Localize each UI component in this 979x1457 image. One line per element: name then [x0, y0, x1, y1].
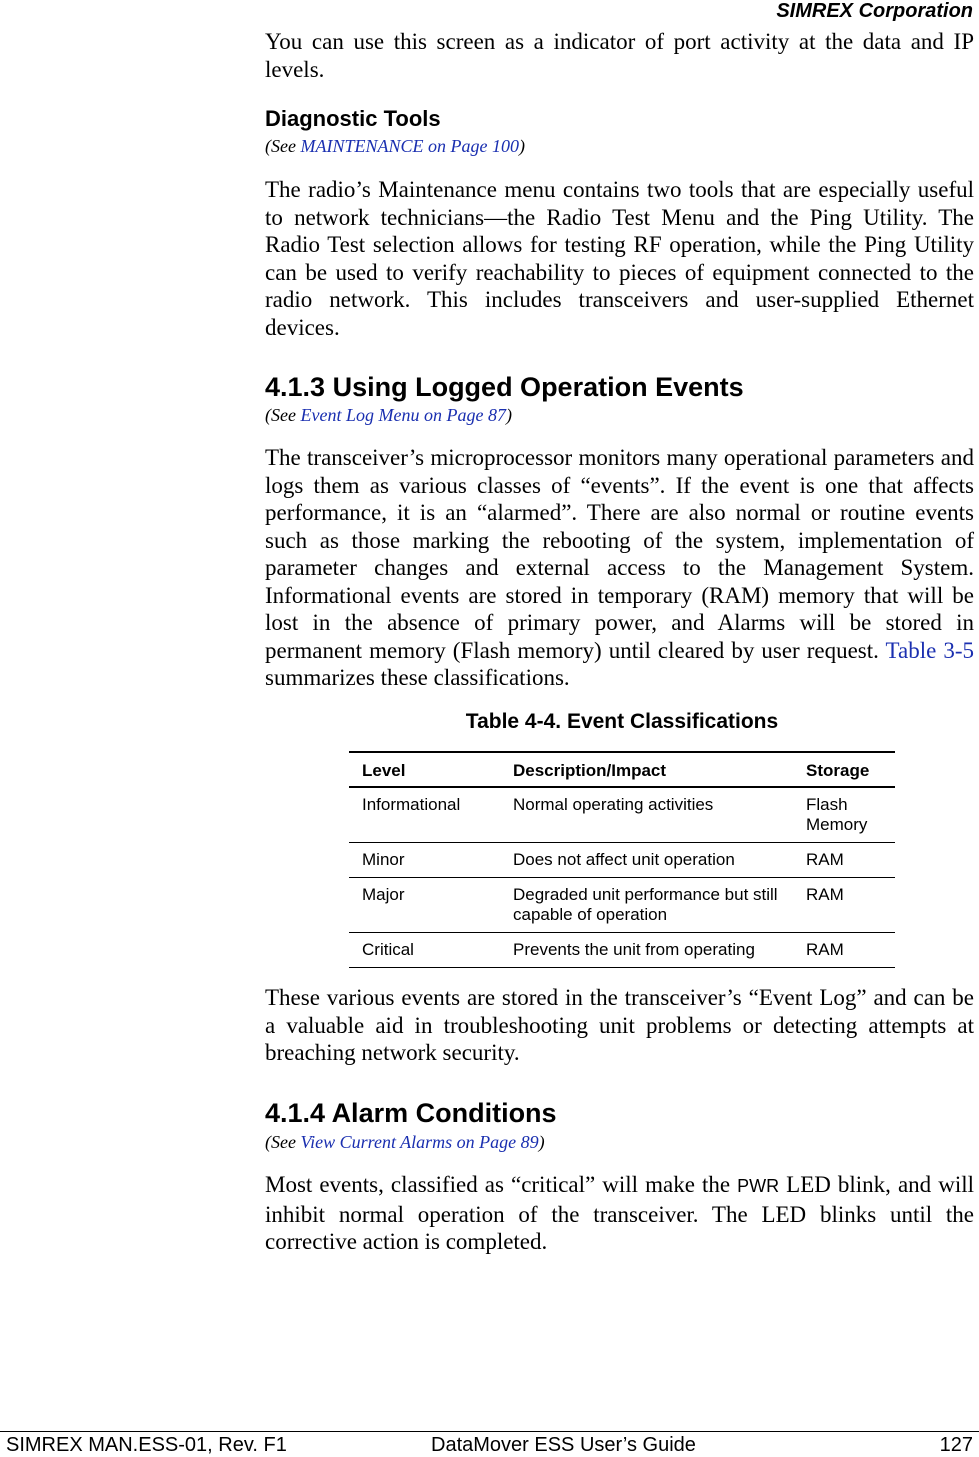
table-row — [349, 933, 895, 968]
cell-level: Minor — [349, 843, 500, 878]
section-4-1-3-heading: 4.1.3 Using Logged Operation Events — [265, 372, 744, 402]
alarm-paragraph: Most events, classified as “critical” will make the PWR LED blink, and will inhibit normal operation of the transceiver. The LED blinks until the corrective action is completed. — [265, 1172, 975, 1254]
footer-document-id: SIMREX MAN.ESS-01, Rev. F1 — [6, 1434, 287, 1456]
footer-page-number: 127 — [939, 1434, 973, 1456]
header-storage: Storage — [793, 752, 895, 787]
header-level: Level — [349, 752, 500, 787]
cell-level: Informational — [349, 787, 500, 843]
intro-paragraph: You can use this screen as a indicator of port activity at the data and IP levels. — [265, 29, 974, 82]
cell-storage: Flash Memory — [793, 787, 895, 843]
table-header-row — [349, 752, 895, 787]
cell-level: Major — [349, 878, 500, 933]
footer-guide-title: DataMover ESS User’s Guide — [431, 1434, 696, 1456]
table-row — [349, 787, 895, 843]
event-classifications-table — [349, 751, 895, 968]
diagnostic-paragraph: The radio’s Maintenance menu contains two tools that are especially useful to network technicians—the Radio Test Menu and the Ping Utility. The Radio Test selection allows for testing RF operation, while the Ping Utility can be used to verify reachability to pieces of equipment connected to the radio network. This includes transceivers and user-supplied Ethernet devices. — [265, 177, 974, 340]
maintenance-link[interactable]: MAINTENANCE on Page 100 — [300, 136, 519, 156]
event-log-menu-link[interactable]: Event Log Menu on Page 87 — [300, 405, 506, 425]
cell-description: Degraded unit performance but still capable of operation — [500, 878, 793, 933]
section-4-1-4-see-reference: (See View Current Alarms on Page 89) — [265, 1132, 545, 1152]
table-caption: Table 4-4. Event Classifications — [465, 710, 779, 733]
table-row — [349, 843, 895, 878]
cell-level: Critical — [349, 933, 500, 968]
cell-description: Does not affect unit operation — [500, 843, 793, 878]
diagnostic-see-reference: (See MAINTENANCE on Page 100) — [265, 136, 525, 156]
table-3-5-link[interactable]: Table 3-5 — [885, 637, 974, 663]
cell-storage: RAM — [793, 843, 895, 878]
view-current-alarms-link[interactable]: View Current Alarms on Page 89 — [300, 1132, 539, 1152]
events-paragraph: The transceiver’s microprocessor monitors many operational parameters and logs them as various classes of “events”. If the event is one that affects performance, it is an “alarmed”. There are also normal or routine events such as those marking the rebooting of the system, implementation of parameter changes and external access to the Management System. Informational events are stored in temporary (RAM) memory that will be lost in the absence of primary power, and Alarms will be stored in permanent memory (Flash memory) until cleared by user request. Table 3-5 summarizes these classifications. — [265, 445, 974, 690]
cell-storage: RAM — [793, 878, 895, 933]
section-4-1-3-see-reference: (See Event Log Menu on Page 87) — [265, 405, 512, 425]
diagnostic-tools-heading: Diagnostic Tools — [265, 106, 441, 131]
cell-description: Normal operating activities — [500, 787, 793, 843]
section-4-1-4-heading: 4.1.4 Alarm Conditions — [265, 1098, 557, 1128]
table-row — [349, 878, 895, 933]
cell-description: Prevents the unit from operating — [500, 933, 793, 968]
pwr-led-label: PWR — [737, 1176, 780, 1196]
footer-divider — [0, 1431, 979, 1432]
event-log-paragraph: These various events are stored in the transceiver’s “Event Log” and can be a valuable aid in troubleshooting unit problems or detecting attempts at breaching network security. — [265, 985, 974, 1065]
running-header-company: SIMREX Corporation — [776, 0, 973, 22]
header-description: Description/Impact — [500, 752, 793, 787]
cell-storage: RAM — [793, 933, 895, 968]
